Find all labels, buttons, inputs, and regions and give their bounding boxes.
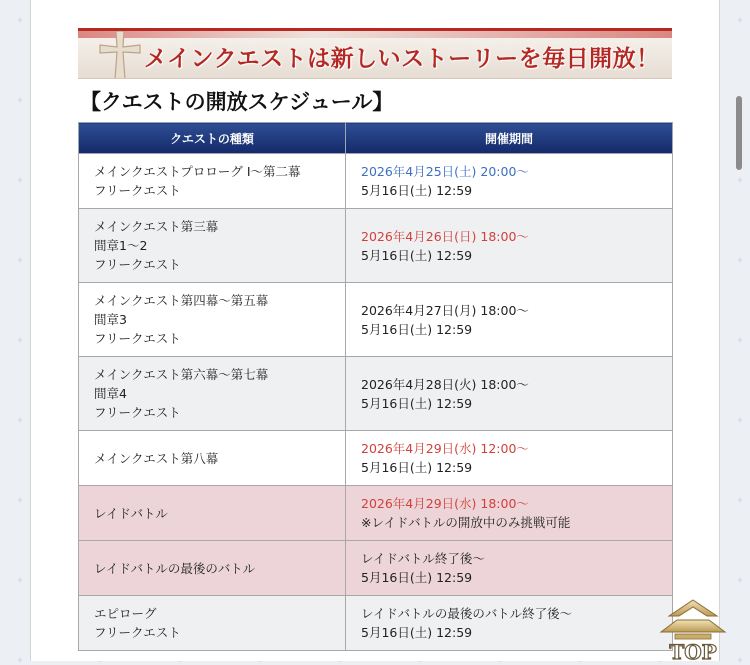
- period-cell: [346, 357, 673, 431]
- end-date: 5月16日(土) 12:59: [361, 321, 473, 337]
- start-date: レイドバトル終了後～: [361, 551, 485, 566]
- banner-top-band: [78, 31, 672, 38]
- quest-line: メインクエスト第六幕～第七幕: [94, 367, 269, 382]
- pagoda-roof-icon: [655, 598, 731, 661]
- quest-line: レイドバトルの最後のバトル: [94, 560, 256, 576]
- start-date: 2026年4月27日(月) 18:00～: [361, 302, 529, 318]
- start-date: 2026年4月29日(水) 12:00～: [361, 441, 529, 456]
- quest-line: 間章4: [94, 386, 127, 401]
- table-row: [79, 283, 673, 357]
- start-date: 2026年4月29日(水) 18:00～: [361, 496, 529, 511]
- quest-cell: [79, 283, 346, 357]
- table-row: [79, 431, 673, 486]
- quest-cell: [79, 154, 346, 209]
- quest-cell: [79, 486, 346, 541]
- table-header-row: [79, 123, 673, 154]
- period-cell: [346, 283, 673, 357]
- quest-line: エピローグ: [94, 606, 157, 621]
- cross-emblem-icon: [96, 29, 144, 79]
- quest-line: メインクエスト第八幕: [94, 450, 219, 466]
- quest-line: フリークエスト: [94, 405, 181, 420]
- header-quest-type: クエストの種類: [79, 123, 346, 154]
- back-to-top-button[interactable]: [655, 598, 731, 661]
- end-date: 5月16日(土) 12:59: [361, 460, 473, 475]
- table-row: [79, 154, 673, 209]
- period-cell: [346, 596, 673, 651]
- period-note: ※レイドバトルの開放中のみ挑戦可能: [361, 515, 571, 530]
- quest-line: 間章1～2: [94, 238, 148, 253]
- schedule-section-title: 【クエストの開放スケジュール】: [80, 90, 394, 114]
- quest-cell: [79, 209, 346, 283]
- table-row: [79, 596, 673, 651]
- quest-cell: [79, 541, 346, 596]
- vertical-scrollbar[interactable]: [736, 96, 742, 170]
- quest-line: フリークエスト: [94, 625, 181, 640]
- table-row: [79, 357, 673, 431]
- quest-line: メインクエストプロローグ Ⅰ～第二幕: [94, 164, 301, 179]
- end-date: 5月16日(土) 12:59: [361, 570, 473, 585]
- end-date: 5月16日(土) 12:59: [361, 625, 473, 640]
- period-cell: [346, 431, 673, 486]
- end-date: 5月16日(土) 12:59: [361, 247, 473, 263]
- start-date: 2026年4月25日(土) 20:00～: [361, 164, 529, 179]
- table-row: [79, 486, 673, 541]
- quest-line: メインクエスト第四幕～第五幕: [94, 293, 269, 308]
- quest-line: 間章3: [94, 312, 127, 327]
- table-row: [79, 541, 673, 596]
- end-date: 5月16日(土) 12:59: [361, 395, 473, 411]
- end-date: 5月16日(土) 12:59: [361, 183, 473, 198]
- period-cell: [346, 541, 673, 596]
- period-cell: [346, 154, 673, 209]
- start-date: 2026年4月28日(火) 18:00～: [361, 376, 529, 392]
- top-label: TOP: [669, 640, 717, 661]
- main-quest-banner: [78, 28, 672, 79]
- quest-line: レイドバトル: [94, 505, 168, 521]
- quest-line: フリークエスト: [94, 331, 181, 346]
- period-cell: [346, 209, 673, 283]
- period-cell: [346, 486, 673, 541]
- quest-schedule-table: [78, 122, 673, 651]
- quest-line: メインクエスト第三幕: [94, 219, 219, 234]
- quest-line: フリークエスト: [94, 257, 181, 272]
- quest-cell: [79, 596, 346, 651]
- table-row: [79, 209, 673, 283]
- quest-line: フリークエスト: [94, 183, 181, 198]
- start-date: レイドバトルの最後のバトル終了後～: [361, 606, 573, 621]
- quest-cell: [79, 357, 346, 431]
- quest-cell: [79, 431, 346, 486]
- header-period: 開催期間: [346, 123, 673, 154]
- start-date: 2026年4月26日(日) 18:00～: [361, 228, 529, 244]
- banner-headline: メインクエストは新しいストーリーを毎日開放！: [144, 45, 660, 72]
